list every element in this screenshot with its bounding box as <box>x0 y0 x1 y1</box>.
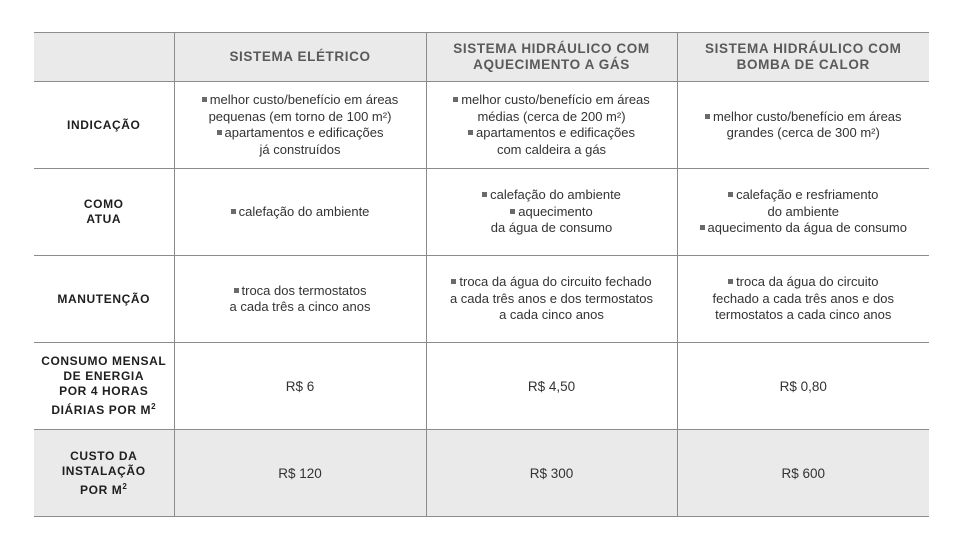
cell-indicacao-gas: melhor custo/benefício em áreas médias (cerca de 200 m²) apartamentos e edificações com caldeira a gás <box>426 82 677 169</box>
cell-consumo-eletrico: R$ 6 <box>174 343 426 430</box>
bullet-icon <box>451 279 456 284</box>
header-blank-cell <box>34 33 174 82</box>
cell-consumo-gas: R$ 4,50 <box>426 343 677 430</box>
header-sistema-hidraulico-bomba: SISTEMA HIDRÁULICO COM BOMBA DE CALOR <box>677 33 929 82</box>
row-label-como-atua: COMO ATUA <box>34 169 174 256</box>
bullet-icon <box>453 97 458 102</box>
bullet-icon <box>700 225 705 230</box>
cell-como-atua-eletrico: calefação do ambiente <box>174 169 426 256</box>
row-label-consumo: CONSUMO MENSAL DE ENERGIA POR 4 HORAS DIÁRIAS POR $M^2$ <box>34 343 174 430</box>
cell-custo-eletrico: R$ 120 <box>174 430 426 517</box>
comparison-table <box>34 32 929 517</box>
bullet-icon <box>510 209 515 214</box>
cell-custo-gas: R$ 300 <box>426 430 677 517</box>
row-label-manutencao: MANUTENÇÃO <box>34 256 174 343</box>
bullet-icon <box>217 130 222 135</box>
bullet-icon <box>728 279 733 284</box>
cell-indicacao-eletrico: melhor custo/benefício em áreas pequenas (em torno de 100 m²) apartamentos e edificações já construídos <box>174 82 426 169</box>
row-consumo <box>34 343 929 430</box>
header-sistema-eletrico: SISTEMA ELÉTRICO <box>174 33 426 82</box>
header-sistema-hidraulico-gas: SISTEMA HIDRÁULICO COM AQUECIMENTO A GÁS <box>426 33 677 82</box>
row-custo <box>34 430 929 517</box>
row-indicacao <box>34 82 929 169</box>
row-como-atua <box>34 169 929 256</box>
bullet-icon <box>202 97 207 102</box>
cell-manutencao-bomba: troca da água do circuito fechado a cada três anos e dos termostatos a cada cinco anos <box>677 256 929 343</box>
comparison-table-frame <box>34 32 929 517</box>
bullet-icon <box>231 209 236 214</box>
row-label-indicacao: INDICAÇÃO <box>34 82 174 169</box>
cell-custo-bomba: R$ 600 <box>677 430 929 517</box>
cell-indicacao-bomba: melhor custo/benefício em áreas grandes (cerca de 300 m²) <box>677 82 929 169</box>
bullet-icon <box>468 130 473 135</box>
row-label-custo: CUSTO DA INSTALAÇÃO POR $M^2$ <box>34 430 174 517</box>
bullet-icon <box>728 192 733 197</box>
cell-consumo-bomba: R$ 0,80 <box>677 343 929 430</box>
cell-manutencao-gas: troca da água do circuito fechado a cada três anos e dos termostatos a cada cinco anos <box>426 256 677 343</box>
bullet-icon <box>482 192 487 197</box>
bullet-icon <box>705 114 710 119</box>
bullet-icon <box>234 288 239 293</box>
header-row <box>34 33 929 82</box>
cell-manutencao-eletrico: troca dos termostatos a cada três a cinco anos <box>174 256 426 343</box>
row-manutencao <box>34 256 929 343</box>
cell-como-atua-bomba: calefação e resfriamento do ambiente aquecimento da água de consumo <box>677 169 929 256</box>
cell-como-atua-gas: calefação do ambiente aquecimento da água de consumo <box>426 169 677 256</box>
